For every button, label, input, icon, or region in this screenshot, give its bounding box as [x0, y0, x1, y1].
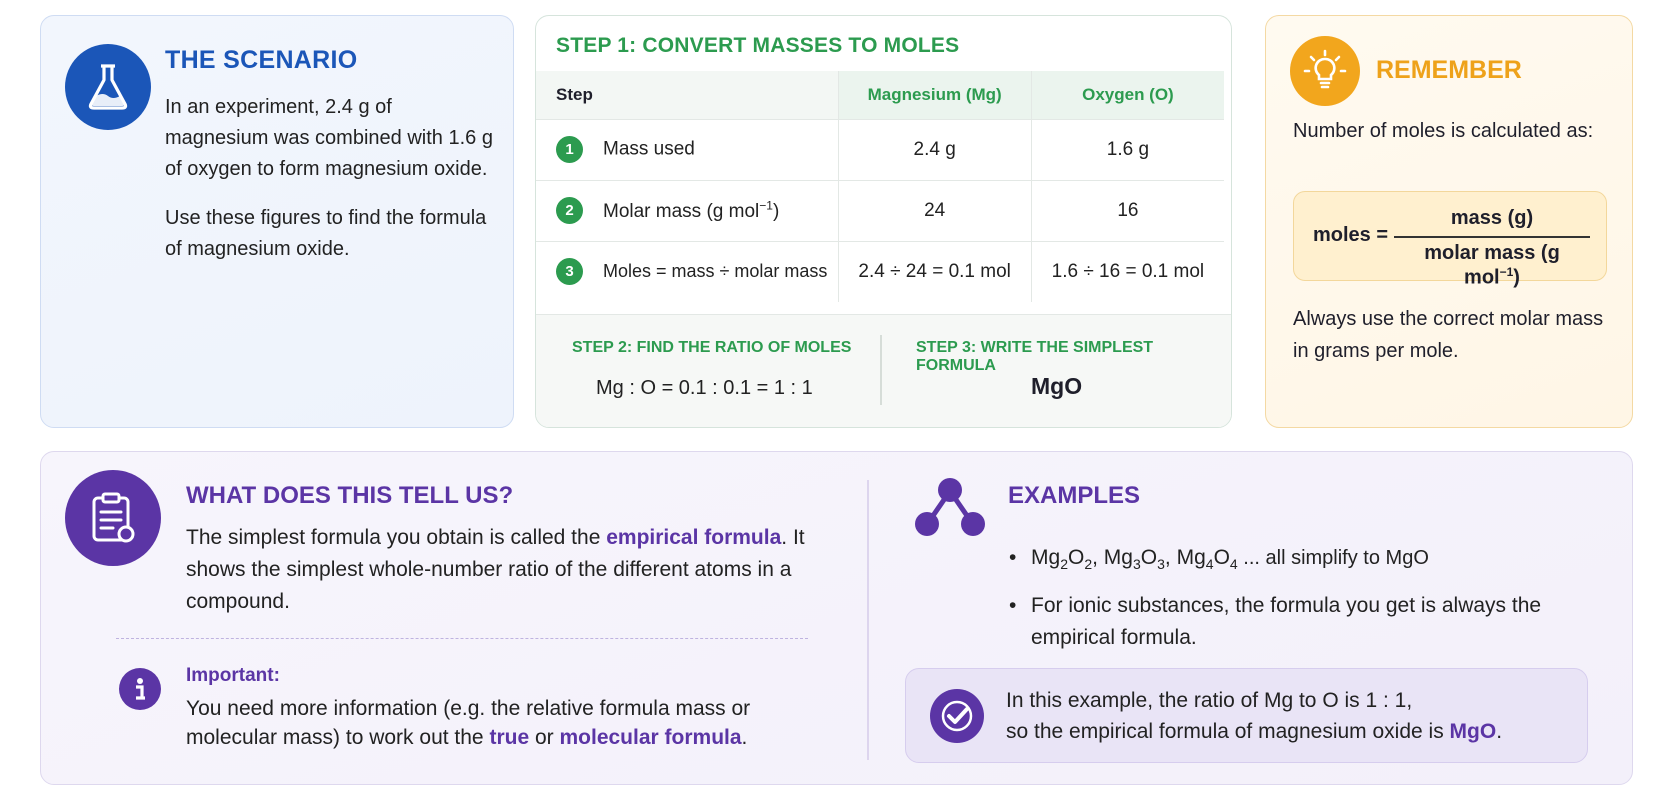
mg-value: 2.4 g: [838, 119, 1031, 180]
mgo-highlight: MgO: [1449, 720, 1497, 743]
table-row: [536, 180, 1224, 241]
o-value: 1.6 g: [1031, 119, 1224, 180]
step2-ratio: Mg : O = 0.1 : 0.1 = 1 : 1: [596, 377, 813, 399]
scenario-instruction: Use these figures to find the formula of magnesium oxide.: [165, 207, 487, 260]
fraction-bar: [1394, 236, 1590, 238]
header-magnesium: Magnesium (Mg): [838, 71, 1031, 119]
examples-title: EXAMPLES: [1008, 482, 1141, 509]
step-number-badge: 2: [556, 197, 583, 224]
mg-value: 2.4 ÷ 24 = 0.1 mol: [838, 241, 1031, 302]
scenario-card: [40, 15, 514, 428]
row-label: Mass used: [603, 138, 695, 160]
info-icon: [119, 668, 161, 710]
remember-title: REMEMBER: [1376, 56, 1522, 84]
scenario-paragraph: In an experiment, 2.4 g of magnesium was combined with 1.6 g of oxygen to form magnesium oxide.: [165, 96, 493, 180]
step1-title: STEP 1: CONVERT MASSES TO MOLES: [556, 34, 960, 57]
tell-description: The simplest formula you obtain is called the empirical formula. It shows the simplest whole-number ratio of the different atoms in a compound.: [186, 526, 805, 613]
moles-table: [536, 71, 1224, 302]
moles-formula: [1293, 191, 1607, 289]
mg-value: 24: [838, 180, 1031, 241]
row-label: Moles = mass ÷ molar mass: [603, 261, 828, 282]
formula-left: moles =: [1313, 224, 1389, 246]
flask-icon: [65, 44, 151, 130]
header-oxygen: Oxygen (O): [1031, 71, 1224, 119]
tell-title: WHAT DOES THIS TELL US?: [186, 482, 514, 509]
remember-outro: Always use the correct molar mass in grams per mole.: [1293, 308, 1604, 362]
step-number-badge: 1: [556, 136, 583, 163]
conclusion-callout: [905, 668, 1588, 763]
divider: [116, 638, 808, 639]
scenario-title: THE SCENARIO: [165, 46, 358, 74]
remember-card: [1265, 15, 1633, 428]
steps-2-3-panel: [536, 314, 1232, 428]
table-row: [536, 241, 1224, 302]
list-item: • $Mg_2O_2$, $Mg_3O_3$, $Mg_4O_4$ ... all simplify to MgO: [1009, 542, 1569, 580]
step3-title: STEP 3: WRITE THE SIMPLEST FORMULA: [916, 339, 1154, 374]
o-value: 16: [1031, 180, 1224, 241]
header-step: Step: [536, 71, 838, 119]
divider: [880, 335, 882, 405]
table-row: [536, 119, 1224, 180]
conclusion-text: In this example, the ratio of Mg to O is 1 : 1, so the empirical formula of magnesium oxide is MgO.: [1006, 689, 1503, 743]
list-item: • For ionic substances, the formula you get is always the empirical formula.: [1009, 590, 1569, 654]
examples-list: [1009, 542, 1569, 664]
important-text: You need more information (e.g. the relative formula mass or molecular mass) to work out the true or molecular formula.: [186, 697, 751, 749]
molecule-icon: [914, 477, 986, 539]
checkmark-icon: [930, 689, 984, 743]
formula-numerator: mass (g): [1450, 207, 1534, 229]
empirical-formula-term: empirical formula: [606, 526, 782, 549]
formula-denominator: molar mass (g mol$^{-1}$): [1424, 242, 1560, 289]
column-divider: [867, 480, 869, 760]
important-label: Important:: [186, 665, 280, 686]
o-value: 1.6 ÷ 16 = 0.1 mol: [1031, 241, 1224, 302]
lightbulb-icon: [1290, 36, 1360, 106]
step3-formula: MgO: [1031, 373, 1083, 399]
remember-intro: Number of moles is calculated as:: [1293, 120, 1594, 142]
summary-card: [40, 451, 1633, 785]
step-number-badge: 3: [556, 258, 583, 285]
step2-title: STEP 2: FIND THE RATIO OF MOLES: [572, 339, 852, 356]
row-label: Molar mass (g mol$^{-1}$): [603, 198, 780, 222]
clipboard-icon: [65, 470, 161, 566]
steps-card: [535, 15, 1232, 428]
